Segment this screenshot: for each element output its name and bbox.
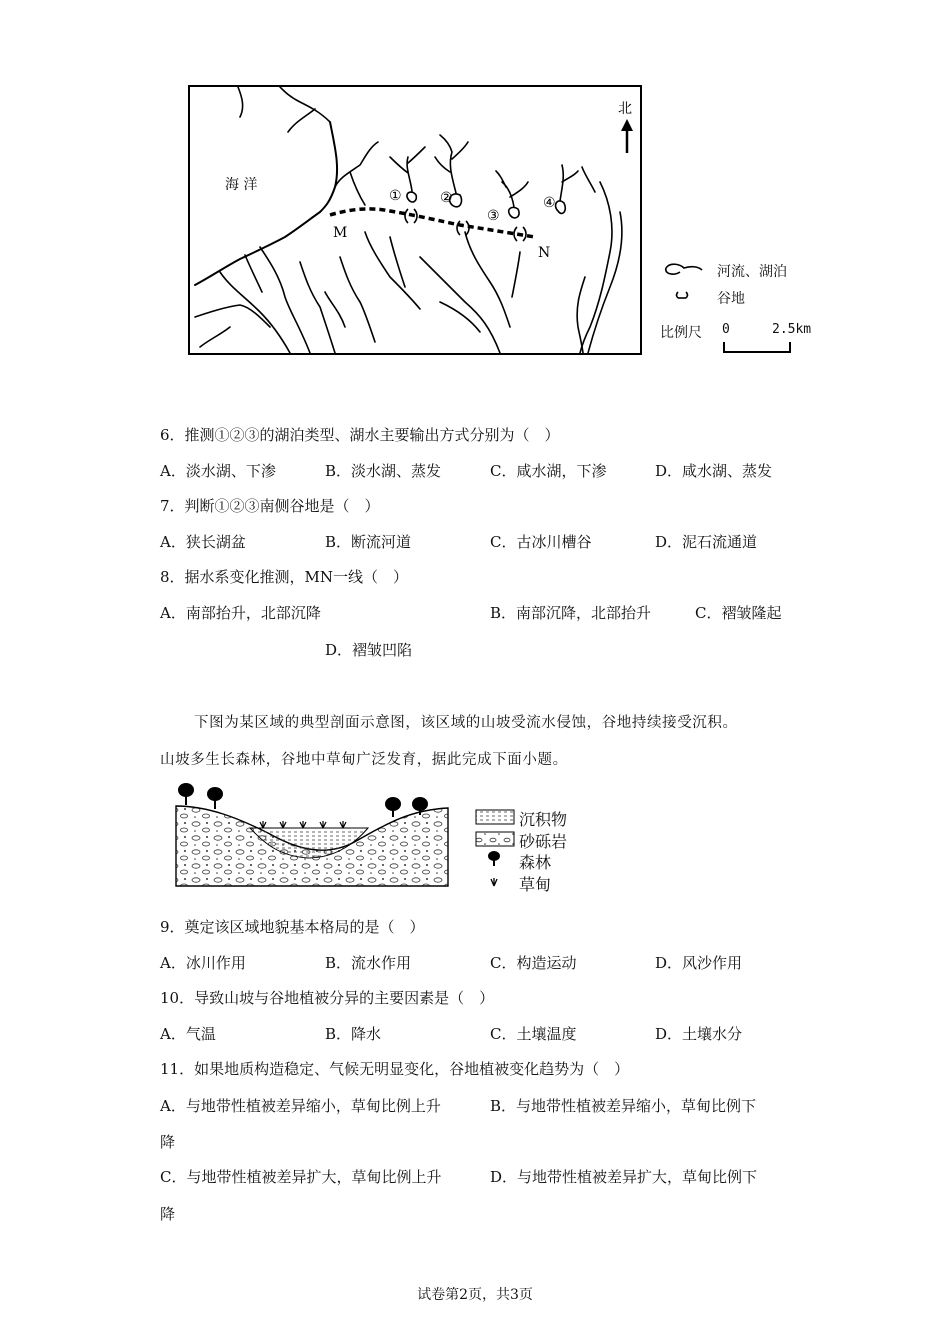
q8-option-a: A．南部抬升，北部沉降	[160, 604, 321, 622]
question-6-stem: 6．推测①②③的湖泊类型、湖水主要输出方式分别为（ ）	[160, 426, 560, 444]
valley-icon	[677, 292, 688, 298]
q6-option-b: B．淡水湖、蒸发	[325, 462, 442, 480]
q7-option-a: A．狭长湖盆	[160, 533, 246, 551]
q10-option-a: A．气温	[160, 1025, 216, 1043]
north-label: 北	[618, 101, 632, 117]
scale-zero: 0	[722, 322, 730, 337]
q11-option-b: B．与地带性植被差异缩小，草甸比例下	[490, 1097, 757, 1115]
scale-value: 2.5km	[772, 322, 812, 337]
q10-option-c: C．土壤温度	[490, 1025, 577, 1043]
legend-forest-label: 森林	[519, 853, 552, 872]
q11-option-a: A．与地带性植被差异缩小，草甸比例上升	[160, 1097, 441, 1115]
q11-option-b-cont: 降	[160, 1133, 176, 1151]
legend-meadow-label: 草甸	[519, 875, 552, 894]
intro-line-2: 山坡多生长森林，谷地中草甸广泛发育，据此完成下面小题。	[160, 752, 568, 768]
lake-3-label: ③	[487, 208, 500, 224]
river-lake-icon	[666, 264, 702, 274]
page-footer: 试卷第2页，共3页	[417, 1287, 533, 1303]
q10-option-d: D．土壤水分	[655, 1025, 743, 1043]
q11-option-d: D．与地带性植被差异扩大，草甸比例下	[490, 1168, 758, 1186]
q11-option-c: C．与地带性植被差异扩大，草甸比例上升	[160, 1168, 442, 1186]
drainage-map-drawing	[190, 87, 640, 353]
lake-2-label: ②	[440, 190, 453, 206]
question-10-stem: 10．导致山坡与谷地植被分异的主要因素是（ ）	[160, 989, 495, 1007]
legend-valley-label: 谷地	[717, 291, 745, 307]
ocean-label: 海 洋	[225, 177, 258, 193]
q9-option-c: C．构造运动	[490, 954, 577, 972]
lake-1-label: ①	[389, 188, 402, 204]
q8-option-b: B．南部沉降，北部抬升	[490, 604, 652, 622]
legend-river-lake-label: 河流、湖泊	[717, 264, 787, 280]
point-n-label: N	[538, 245, 551, 261]
q9-option-a: A．冰川作用	[160, 954, 246, 972]
q6-option-c: C．咸水湖，下渗	[490, 462, 607, 480]
point-m-label: M	[333, 225, 348, 241]
question-9-stem: 9．奠定该区域地貌基本格局的是（ ）	[160, 918, 425, 936]
q10-option-b: B．降水	[325, 1025, 382, 1043]
question-11-stem: 11．如果地质构造稳定、气候无明显变化，谷地植被变化趋势为（ ）	[160, 1060, 630, 1078]
legend-rock-label: 砂砾岩	[519, 832, 568, 851]
q7-option-c: C．古冰川槽谷	[490, 533, 592, 551]
map-legend-symbols	[660, 258, 720, 308]
intro-line-1: 下图为某区域的典型剖面示意图，该区域的山坡受流水侵蚀，谷地持续接受沉积。	[194, 715, 738, 731]
north-arrow-icon	[621, 119, 633, 153]
lake-4-label: ④	[543, 195, 556, 211]
scale-label: 比例尺	[660, 325, 702, 341]
q6-option-a: A．淡水湖、下渗	[160, 462, 276, 480]
question-7-stem: 7．判断①②③南侧谷地是（ ）	[160, 497, 380, 515]
q9-option-d: D．风沙作用	[655, 954, 743, 972]
q11-option-d-cont: 降	[160, 1205, 176, 1223]
legend-sediment-label: 沉积物	[519, 810, 568, 829]
q8-option-d: D．褶皱凹陷	[325, 641, 413, 659]
q8-option-c: C．褶皱隆起	[695, 604, 782, 622]
meadow-icon	[260, 821, 346, 828]
q9-option-b: B．流水作用	[325, 954, 412, 972]
drainage-map	[188, 85, 642, 355]
q7-option-d: D．泥石流通道	[655, 533, 758, 551]
profile-diagram	[168, 778, 458, 890]
q7-option-b: B．断流河道	[325, 533, 412, 551]
question-8-stem: 8．据水系变化推测，MN一线（ ）	[160, 568, 409, 586]
q6-option-d: D．咸水湖、蒸发	[655, 462, 773, 480]
profile-legend-symbols	[474, 806, 518, 890]
scale-bar	[722, 340, 794, 356]
